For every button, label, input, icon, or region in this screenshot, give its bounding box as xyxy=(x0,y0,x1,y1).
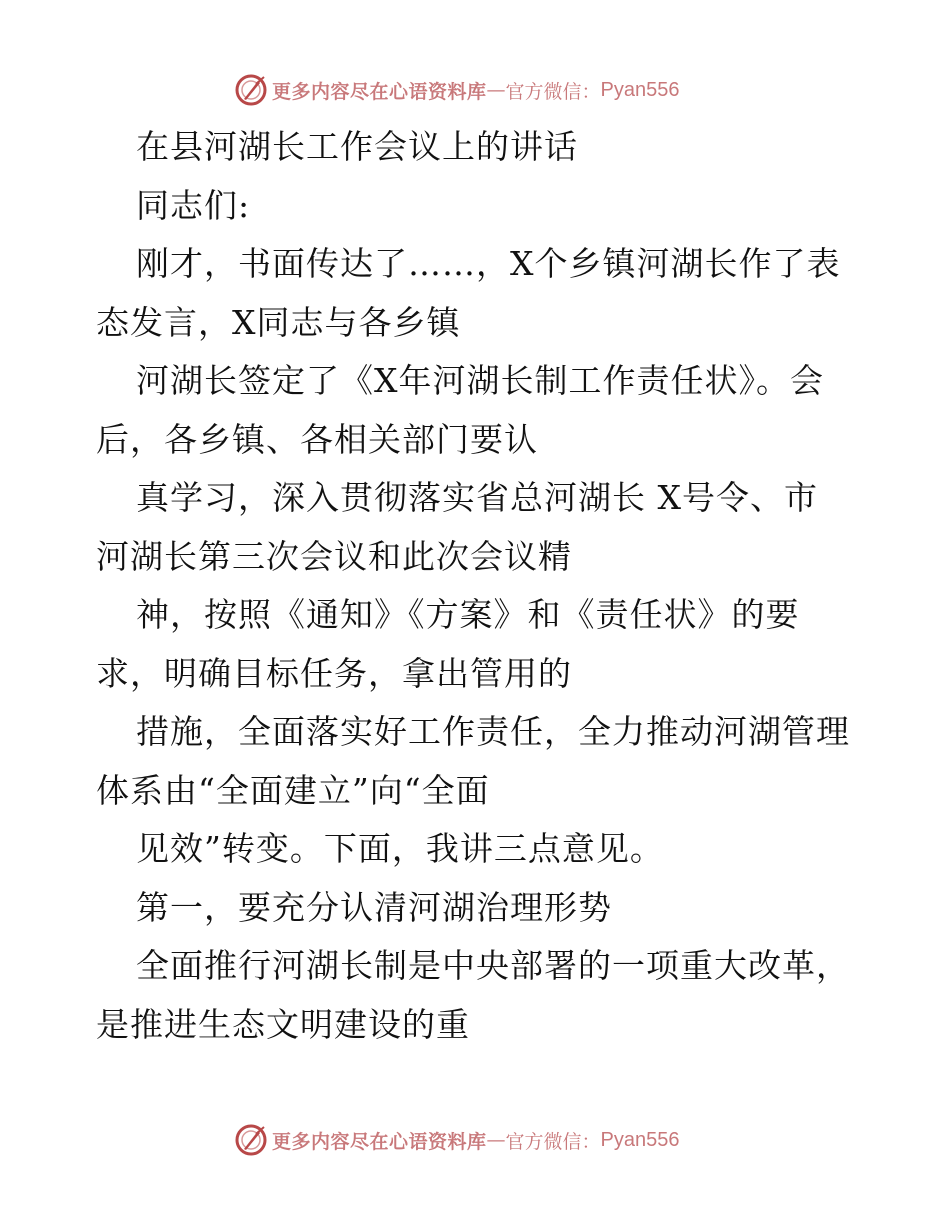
text-line: 第一，要充分认清河湖治理形势 xyxy=(136,887,612,927)
text-line: 措施，全面落实好工作责任，全力推动河湖管理 xyxy=(136,712,850,751)
header-watermark xyxy=(234,72,680,108)
text-line: 刚才，书面传达了……，X个乡镇河湖长作了表 xyxy=(136,244,841,283)
text-line: 河湖长第三次会议和此次会议精 xyxy=(96,536,572,576)
quill-logo-icon xyxy=(234,1123,268,1157)
footer-watermark xyxy=(234,1122,680,1158)
watermark-wechat-label: 官方微信： xyxy=(505,1130,601,1153)
watermark-wechat-label: 官方微信： xyxy=(505,80,601,103)
text-line: 全面推行河湖长制是中央部署的一项重大改革， xyxy=(136,946,850,985)
text-line: 真学习，深入贯彻落实省总河湖长 X号令、市 xyxy=(136,478,818,517)
watermark-wechat-id: Pyan556 xyxy=(600,1128,680,1151)
text-line: 河湖长签定了《X年河湖长制工作责任状》。会 xyxy=(136,361,824,400)
text-line: 后，各乡镇、各相关部门要认 xyxy=(96,419,538,459)
document-body xyxy=(96,118,856,1054)
watermark-dash: — xyxy=(486,1129,506,1151)
quill-logo-icon xyxy=(234,73,268,107)
watermark-dash: — xyxy=(486,79,506,101)
text-line: 是推进生态文明建设的重 xyxy=(96,1004,470,1044)
watermark-title: 更多内容尽在心语资料库 xyxy=(272,80,487,103)
watermark-wechat-id: Pyan556 xyxy=(600,78,680,101)
text-line: 态发言，X同志与各乡镇 xyxy=(96,302,461,342)
text-line: 神，按照《通知》《方案》和《责任状》的要 xyxy=(136,595,800,634)
text-line: 在县河湖长工作会议上的讲话 xyxy=(136,127,578,166)
text-line: 求，明确目标任务，拿出管用的 xyxy=(96,653,572,693)
text-line: 体系由“全面建立”向“全面 xyxy=(96,770,490,810)
text-line: 见效”转变。下面，我讲三点意见。 xyxy=(136,829,664,868)
text-line: 同志们: xyxy=(136,185,251,225)
watermark-title: 更多内容尽在心语资料库 xyxy=(272,1130,487,1153)
